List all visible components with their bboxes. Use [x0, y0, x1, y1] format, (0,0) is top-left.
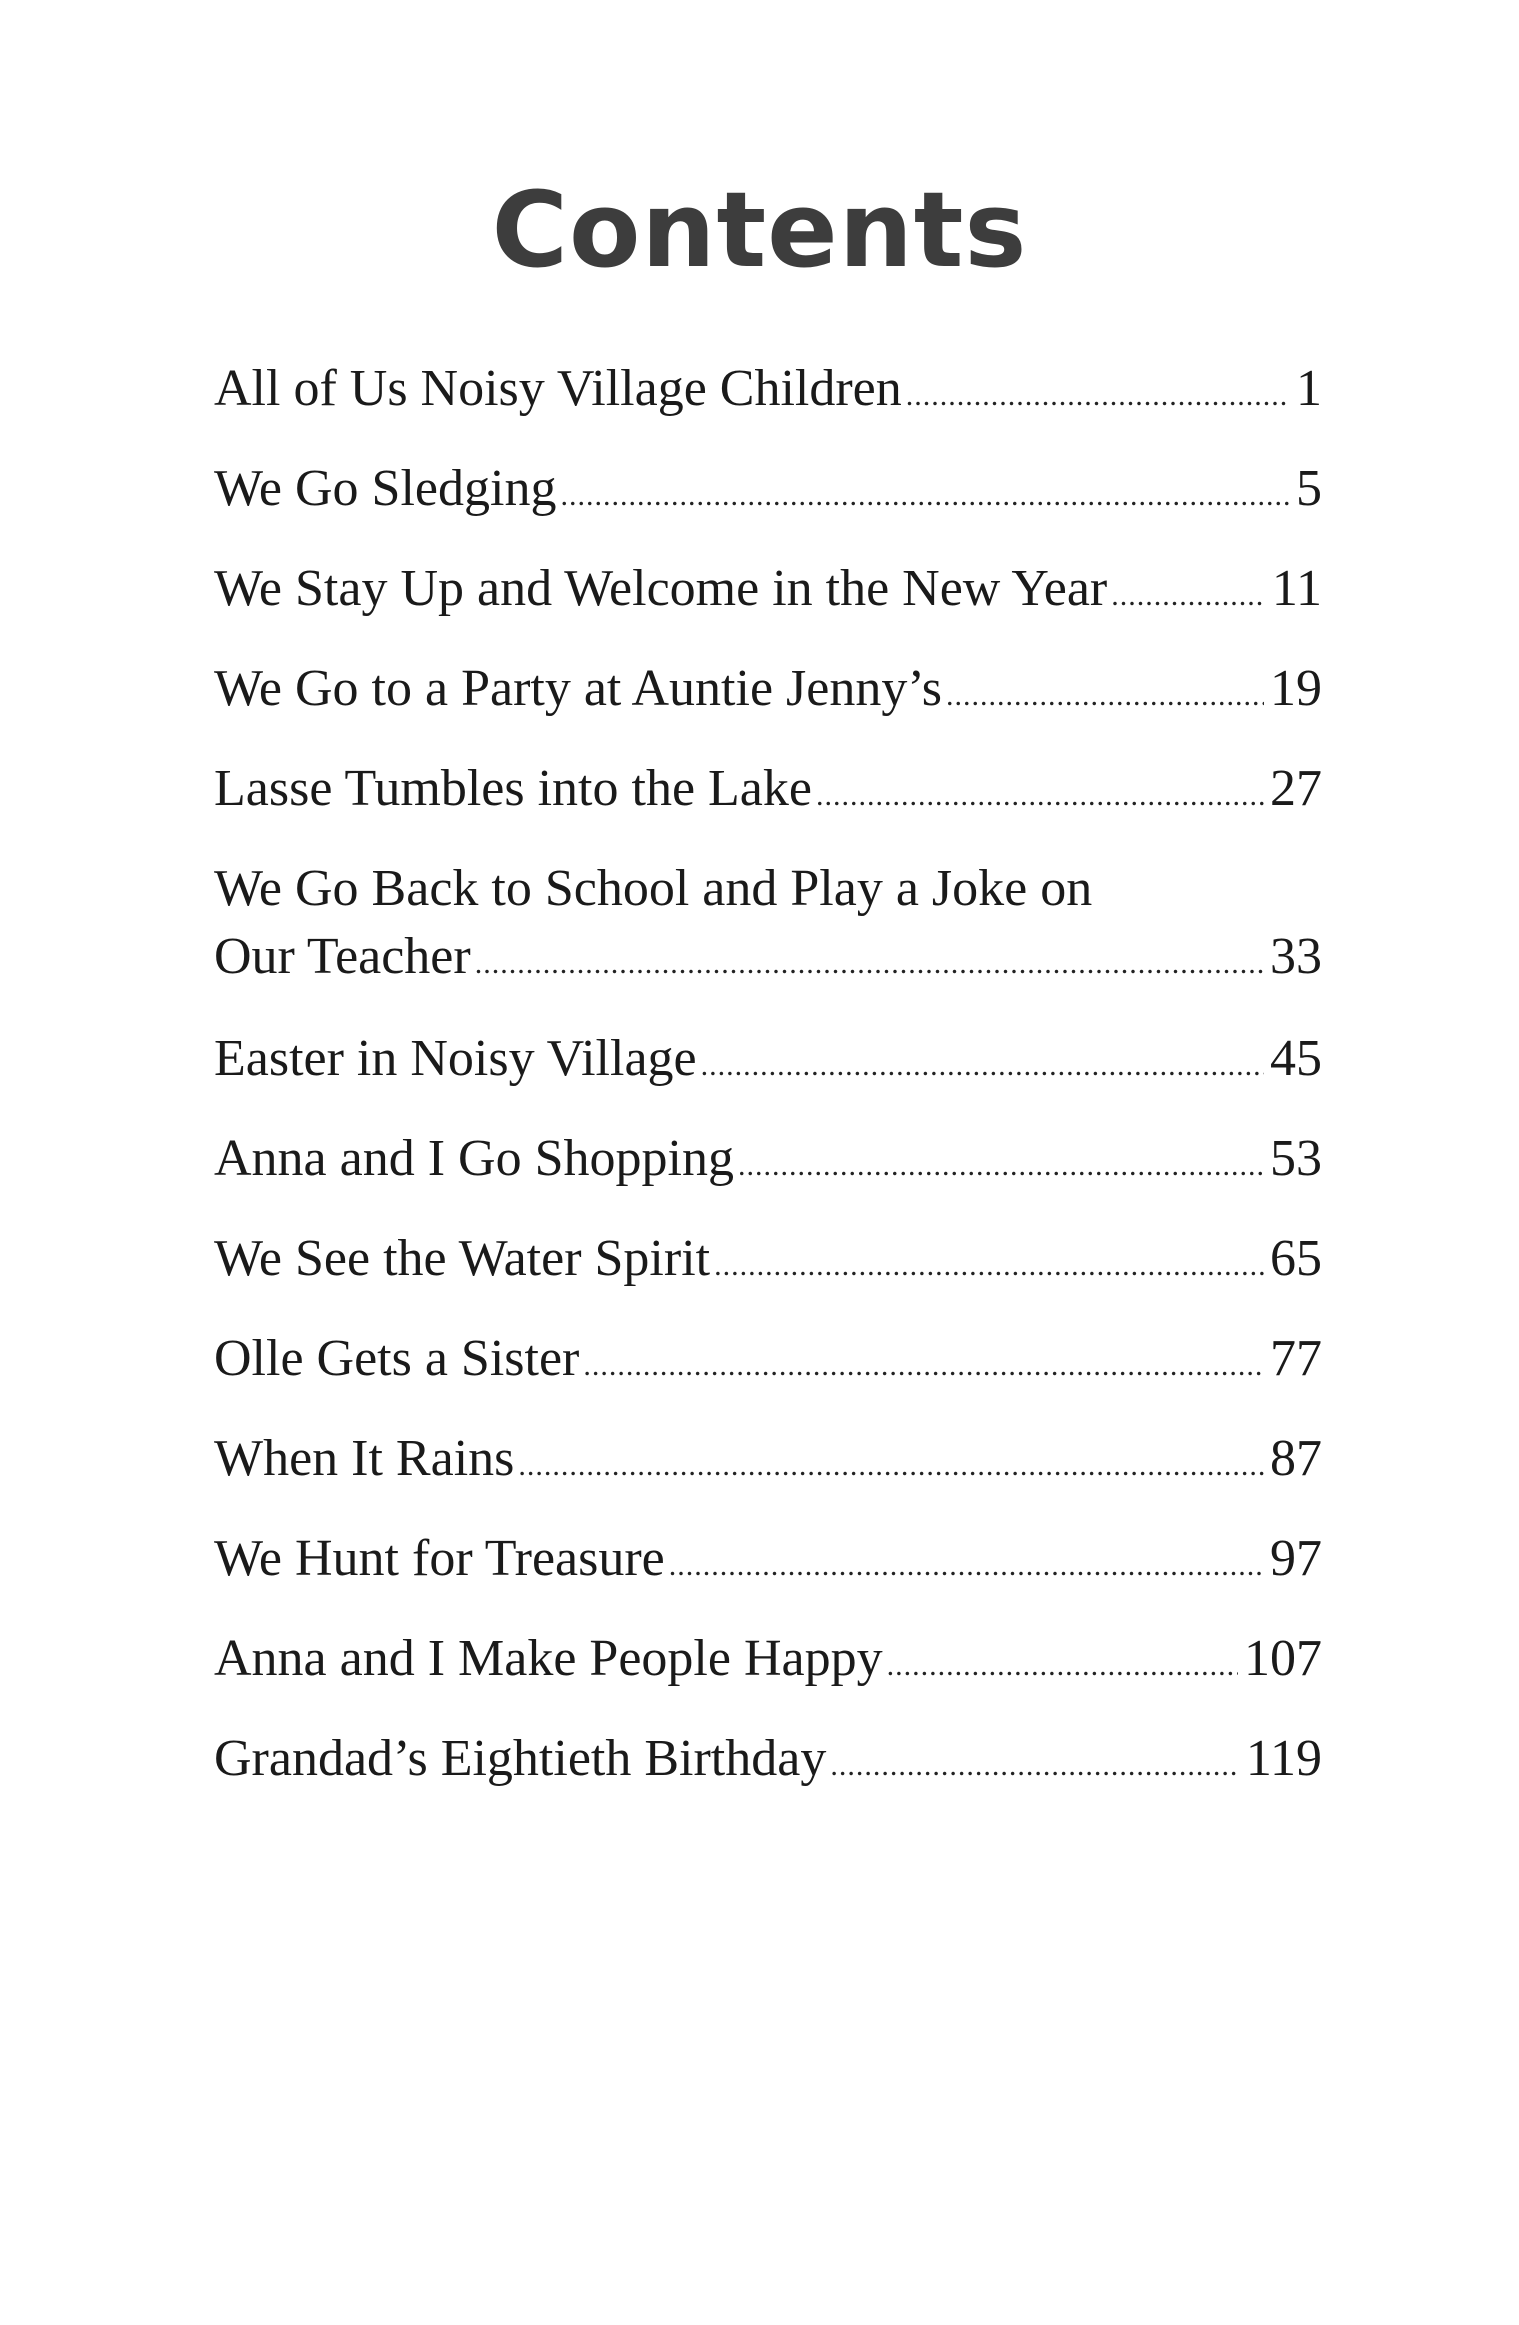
- entry-page-number: 27: [1270, 760, 1322, 817]
- entry-page-number: 97: [1270, 1530, 1322, 1587]
- dot-leader: [669, 1535, 1264, 1597]
- toc-entry: [214, 1628, 1322, 1690]
- toc-entry: [214, 358, 1322, 420]
- entry-page-number: 19: [1270, 660, 1322, 717]
- entry-page-number: 119: [1245, 1730, 1322, 1787]
- entry-title: All of Us Noisy Village Children: [214, 360, 902, 417]
- entry-title: We Hunt for Treasure: [214, 1530, 665, 1587]
- toc-entry: [214, 1528, 1322, 1590]
- entry-title: When It Rains: [214, 1430, 515, 1487]
- page-title: Contents: [491, 169, 1028, 291]
- dot-leader: [701, 1035, 1264, 1097]
- entry-page-number: 65: [1270, 1230, 1322, 1287]
- dot-leader: [714, 1235, 1264, 1297]
- toc-entry: [214, 858, 1322, 990]
- entry-page-number: 5: [1296, 460, 1322, 517]
- entry-title: We See the Water Spirit: [214, 1230, 711, 1287]
- entry-page-number: 1: [1296, 360, 1322, 417]
- toc-entry: [214, 1028, 1322, 1090]
- toc-entry: [214, 558, 1322, 620]
- dot-leader: [906, 365, 1290, 427]
- dot-leader: [830, 1735, 1240, 1797]
- entry-page-number: 53: [1270, 1130, 1322, 1187]
- entry-page-number: 77: [1270, 1330, 1322, 1387]
- entry-title: We Stay Up and Welcome in the New Year: [214, 560, 1108, 617]
- entry-page-number: 87: [1270, 1430, 1322, 1487]
- entry-page-number: 33: [1270, 928, 1322, 985]
- entry-title: Lasse Tumbles into the Lake: [214, 760, 812, 817]
- toc-entry: [214, 658, 1322, 720]
- toc-entry: [214, 1728, 1322, 1790]
- entry-title-line-1: We Go Back to School and Play a Joke on: [214, 860, 1093, 917]
- entry-title: Grandad’s Eightieth Birthday: [214, 1730, 827, 1787]
- toc-entry: [214, 458, 1322, 520]
- toc-entry: [214, 1228, 1322, 1290]
- dot-leader: [1111, 565, 1266, 627]
- dot-leader: [560, 465, 1290, 527]
- dot-leader: [887, 1635, 1238, 1697]
- dot-leader: [475, 933, 1264, 995]
- entry-title-line-2: Our Teacher: [214, 928, 471, 985]
- toc-entry: [214, 1428, 1322, 1490]
- entry-title: Easter in Noisy Village: [214, 1030, 697, 1087]
- entry-title: We Go to a Party at Auntie Jenny’s: [214, 660, 943, 717]
- entry-page-number: 45: [1270, 1030, 1322, 1087]
- dot-leader: [946, 665, 1264, 727]
- dot-leader: [583, 1335, 1264, 1397]
- entry-title: Anna and I Make People Happy: [214, 1630, 883, 1687]
- entry-title: We Go Sledging: [214, 460, 557, 517]
- dot-leader: [738, 1135, 1264, 1197]
- toc-entry: [214, 1328, 1322, 1390]
- entry-title: Olle Gets a Sister: [214, 1330, 580, 1387]
- toc-entry: [214, 758, 1322, 820]
- dot-leader: [816, 765, 1264, 827]
- entry-page-number: 107: [1244, 1630, 1322, 1687]
- entry-page-number: 11: [1271, 560, 1322, 617]
- toc-entry: [214, 1128, 1322, 1190]
- entry-title: Anna and I Go Shopping: [214, 1130, 734, 1187]
- dot-leader: [518, 1435, 1264, 1497]
